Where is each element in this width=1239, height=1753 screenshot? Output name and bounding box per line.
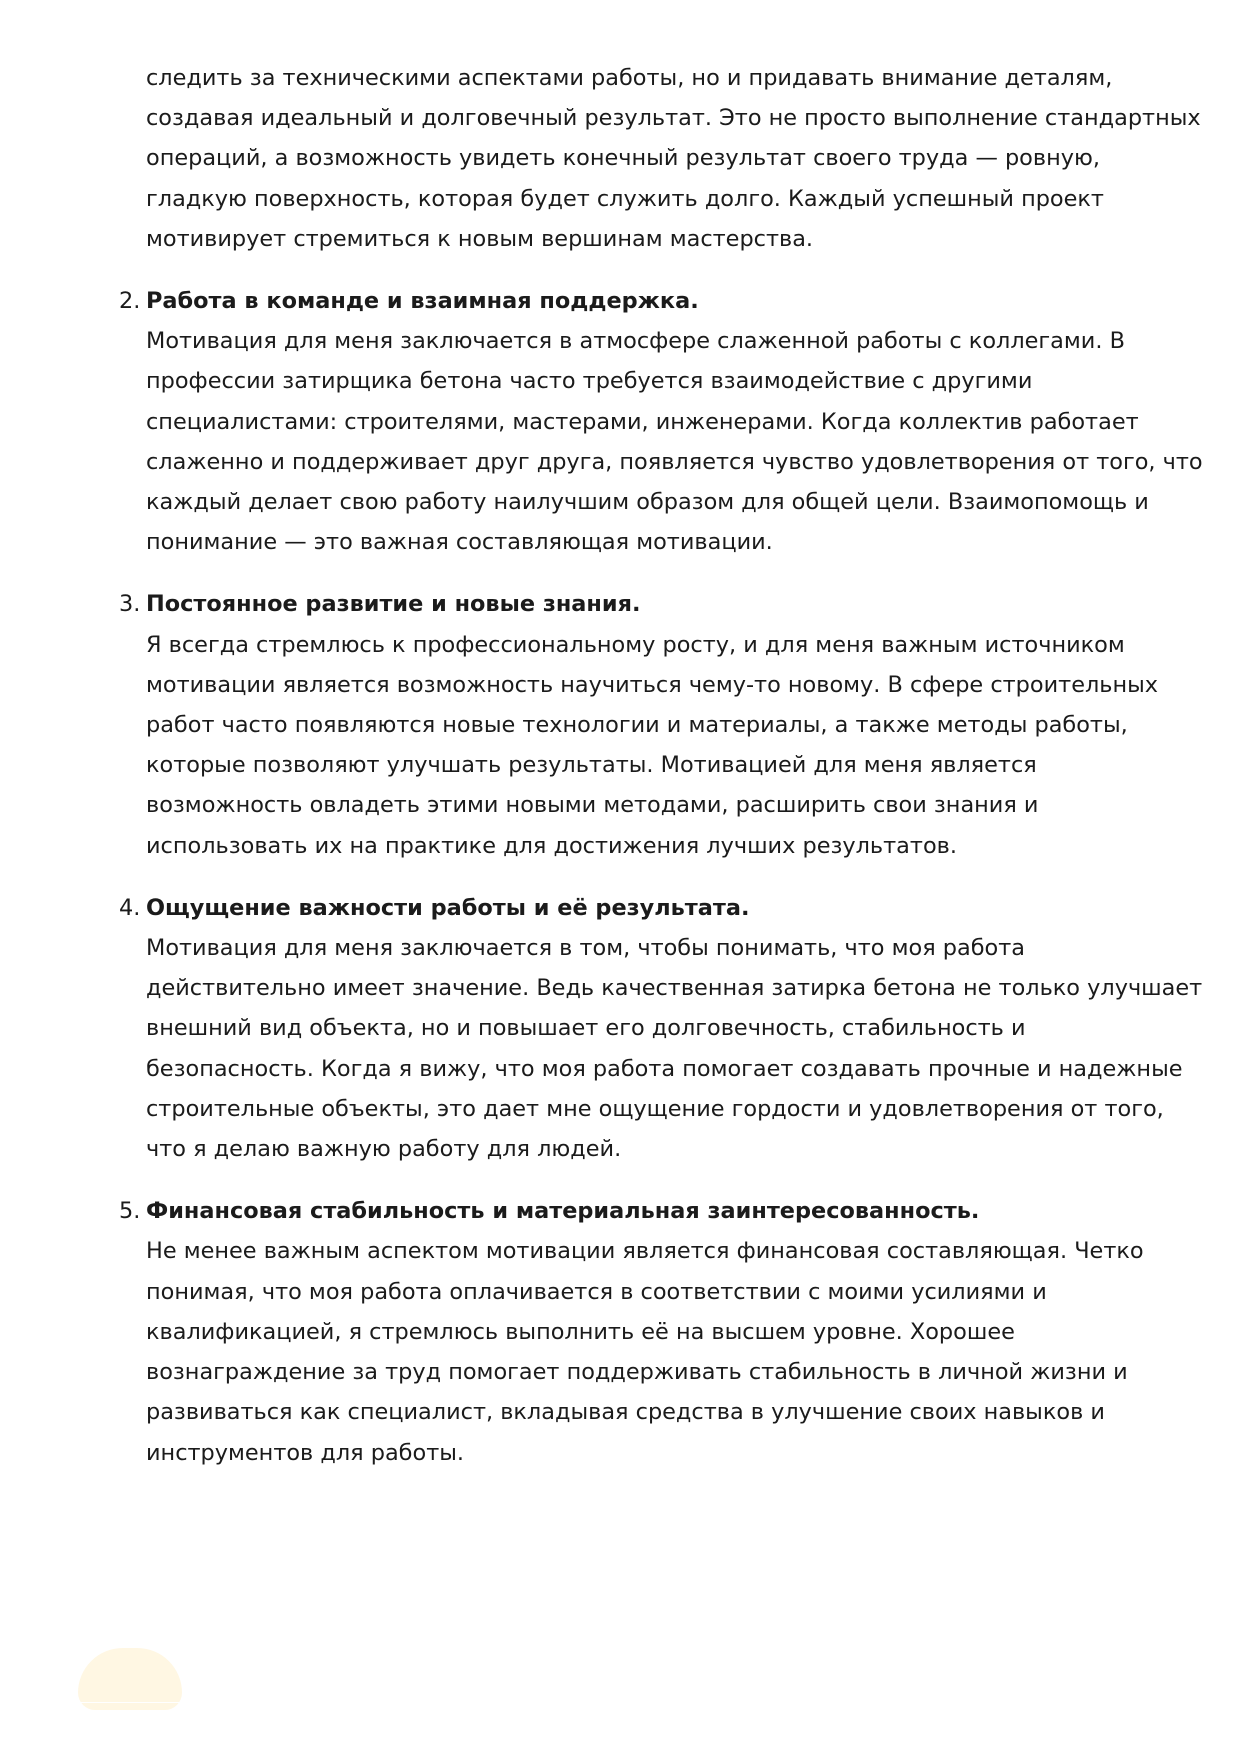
text-line: что я делаю важную работу для людей. [146, 1136, 622, 1163]
text-line: возможность овладеть этими новыми методами, расширить свои знания и [146, 792, 1039, 819]
text-line: внешний вид объекта, но и повышает его долговечность, стабильность и [146, 1015, 1026, 1042]
list-item-body [146, 321, 1203, 562]
list-item-title: Работа в команде и взаимная поддержка. [146, 288, 699, 315]
text-line: Мотивация для меня заключается в том, чтобы понимать, что моя работа [146, 935, 1025, 962]
text-line: квалификацией, я стремлюсь выполнить её на высшем уровне. Хорошее [146, 1318, 1015, 1345]
list-item-number: 4. [119, 894, 141, 921]
list-item-title: Ощущение важности работы и её результата. [146, 894, 750, 921]
text-line: Мотивация для меня заключается в атмосфере слаженной работы с коллегами. В [146, 328, 1125, 355]
text-line: понимая, что моя работа оплачивается в соответствии с моими усилиями и [146, 1278, 1047, 1305]
list-item-title: Постоянное развитие и новые знания. [146, 591, 641, 618]
document-body [119, 58, 1203, 1473]
list-item [119, 584, 1166, 865]
text-line: Я всегда стремлюсь к профессиональному росту, и для меня важным источником [146, 631, 1125, 658]
text-line: понимание — это важная составляющая мотивации. [146, 529, 773, 556]
text-line: специалистами: строителями, мастерами, инженерами. Когда коллектив работает [146, 408, 1139, 435]
text-line: каждый делает свою работу наилучшим образом для общей цели. Взаимопомощь и [146, 489, 1149, 516]
text-line: мотивирует стремиться к новым вершинам мастерства. [146, 225, 814, 252]
text-line: которые позволяют улучшать результаты. Мотивацией для меня является [146, 752, 1037, 779]
text-line: инструментов для работы. [146, 1439, 465, 1466]
list-item-number: 3. [119, 591, 141, 618]
list-item-body [146, 625, 1166, 866]
list-item-number: 2. [119, 288, 141, 315]
text-line: строительные объекты, это дает мне ощущение гордости и удовлетворения от того, [146, 1095, 1164, 1122]
text-line: действительно имеет значение. Ведь качественная затирка бетона не только улучшает [146, 975, 1203, 1002]
text-line: следить за техническими аспектами работы, но и придавать внимание деталям, [146, 65, 1113, 91]
text-line: безопасность. Когда я вижу, что моя работа помогает создавать прочные и надежные [146, 1055, 1183, 1082]
text-line: создавая идеальный и долговечный результат. Это не просто выполнение стандартных [146, 105, 1201, 132]
text-line: использовать их на практике для достижения лучших результатов. [146, 832, 957, 859]
list-item [119, 1191, 1166, 1472]
text-line: профессии затирщика бетона часто требуется взаимодействие с другими [146, 368, 1033, 395]
list-item [119, 888, 1203, 1169]
decorative-blob [78, 1648, 182, 1710]
list-item-body [146, 1231, 1166, 1472]
intro-paragraph [146, 58, 1201, 259]
text-line: гладкую поверхность, которая будет служить долго. Каждый успешный проект [146, 185, 1104, 212]
text-line: развиваться как специалист, вкладывая средства в улучшение своих навыков и [146, 1399, 1105, 1426]
text-line: вознаграждение за труд помогает поддерживать стабильность в личной жизни и [146, 1359, 1128, 1386]
list-item [119, 281, 1203, 562]
list-item-body [146, 928, 1203, 1169]
text-line: слаженно и поддерживает друг друга, появляется чувство удовлетворения от того, что [146, 448, 1203, 475]
text-line: мотивации является возможность научиться чему-то новому. В сфере строительных [146, 671, 1159, 698]
list-item-title: Финансовая стабильность и материальная заинтересованность. [146, 1198, 980, 1225]
list-item-number: 5. [119, 1198, 141, 1225]
text-line: работ часто появляются новые технологии и материалы, а также методы работы, [146, 712, 1128, 739]
page-divider [78, 1702, 1158, 1703]
text-line: Не менее важным аспектом мотивации является финансовая составляющая. Четко [146, 1238, 1144, 1265]
text-line: операций, а возможность увидеть конечный результат своего труда — ровную, [146, 145, 1100, 172]
